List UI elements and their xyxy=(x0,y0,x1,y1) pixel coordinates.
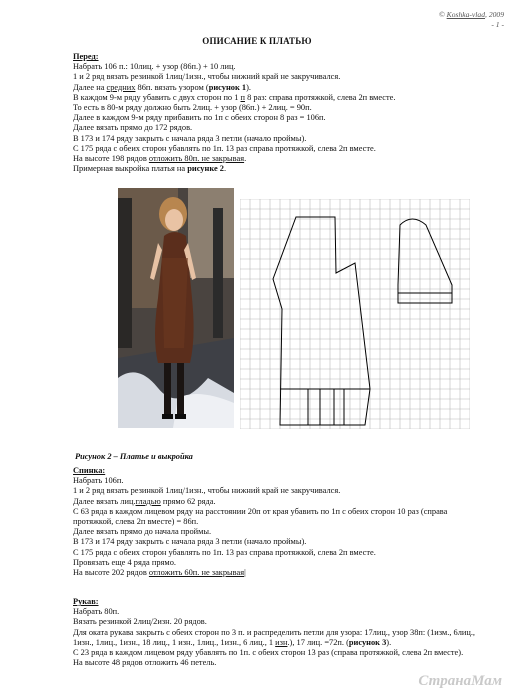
instruction-line xyxy=(73,83,503,93)
front-section xyxy=(73,52,503,174)
dress-front-outline xyxy=(273,217,370,425)
line-text: 86п. вязать узором ( xyxy=(135,82,209,92)
pattern-grid xyxy=(240,199,470,429)
line-text: С 23 ряда в каждом лицевом ряду убавлять по 1п. с обеих сторон 13 раз (справа протяжкой, слева 2п вместе). xyxy=(73,648,464,658)
line-text: 1 и 2 ряд вязать резинкой 1лиц/1изн., чтобы нижний край не закручивался. xyxy=(73,72,341,82)
line-text: Примерная выкройка платья на xyxy=(73,164,188,174)
line-text: .), 17 лиц. =72п. ( xyxy=(287,637,349,647)
section-heading: Перед: xyxy=(73,52,99,61)
line-text: В 173 и 174 ряду закрыть с начала ряда 3 петли (начало проймы). xyxy=(73,537,307,547)
instruction-line xyxy=(73,134,503,144)
sleeve-section xyxy=(73,597,503,668)
instruction-line xyxy=(73,658,503,668)
instruction-line xyxy=(73,537,503,547)
copyright-year: , 2009 xyxy=(485,10,504,19)
underlined-text: изн xyxy=(275,637,288,647)
line-text: В каждом 9-м ряду убавить с двух сторон по 1 xyxy=(73,92,241,102)
line-text: Набрать 80п. xyxy=(73,607,120,617)
copyright-prefix: © xyxy=(438,10,447,19)
line-text: Далее вязать лиц. xyxy=(73,496,136,506)
copyright-header xyxy=(439,10,504,30)
figure-caption: Рисунок 2 – Платье и выкройка xyxy=(75,452,193,461)
section-heading: Рукав: xyxy=(73,597,99,606)
line-text: Набрать 106 п.: 10лиц. + узор (86п.) + 10 лиц. xyxy=(73,62,236,72)
instruction-line xyxy=(73,607,503,617)
line-text: Провязать еще 4 ряда прямо. xyxy=(73,557,176,567)
line-text: На высоте 198 рядов xyxy=(73,154,149,164)
instruction-line xyxy=(73,123,503,133)
instruction-line xyxy=(73,558,503,568)
sleeve-outline xyxy=(398,219,452,303)
instruction-line xyxy=(73,62,503,72)
line-text: 1 и 2 ряд вязать резинкой 1лиц/1изн., чтобы нижний край не закручивался. xyxy=(73,486,341,496)
bold-reference: рисунок 1 xyxy=(208,82,247,92)
line-text: прямо 62 ряда. xyxy=(160,496,216,506)
bold-reference: рисунке 2 xyxy=(187,164,224,174)
line-text: . xyxy=(244,154,247,164)
underlined-text: отложить 60п. не закрывая xyxy=(148,568,245,578)
instruction-line xyxy=(73,628,503,638)
line-text: То есть в 80-м ряду должно быть 2лиц. + узор (86п.) + 2лиц. = 90п. xyxy=(73,103,312,113)
instruction-line xyxy=(73,517,503,527)
line-text: . xyxy=(223,164,227,174)
line-text: Далее вязать прямо до 172 рядов. xyxy=(73,123,193,133)
underlined-text: отложить 80п. не закрывая xyxy=(148,154,245,164)
copyright-site: Koshka-vlad xyxy=(446,10,486,19)
instruction-line xyxy=(73,154,503,164)
line-text: 1изн., 1лиц., 1изн., 18 лиц., 1 изн., 1лиц., 1изн., 6 лиц., 1 xyxy=(73,637,276,647)
line-text: | xyxy=(244,568,246,578)
line-text: С 175 ряда с обеих сторон убавлять по 1п. 13 раз справа протяжкой, слева 2п вместе. xyxy=(73,547,376,557)
line-text: В 173 и 174 ряду закрыть с начала ряда 3 петли (начало проймы). xyxy=(73,133,307,143)
line-text: Вязать резинкой 2лиц/2изн. 20 рядов. xyxy=(73,617,207,627)
line-text: протяжкой, слева 2п вместе) = 86п. xyxy=(73,517,199,527)
instruction-line xyxy=(73,648,503,658)
instruction-line xyxy=(73,568,503,578)
instruction-line xyxy=(73,476,503,486)
instruction-line xyxy=(73,617,503,627)
line-text: С 175 ряда с обеих сторон убавлять по 1п. 13 раз справа протяжкой, слева 2п вместе. xyxy=(73,143,376,153)
section-heading: Спинка: xyxy=(73,466,106,475)
dress-pattern xyxy=(240,199,470,429)
instruction-line xyxy=(73,164,503,174)
instruction-line xyxy=(73,113,503,123)
watermark-logo: СтранаМам xyxy=(418,673,502,689)
page-number: - 1 - xyxy=(491,20,504,29)
instruction-line xyxy=(73,144,503,154)
instruction-line xyxy=(73,527,503,537)
line-text: На высоте 48 рядов отложить 46 петель. xyxy=(73,658,217,668)
line-text: Для оката рукава закрыть с обеих сторон по 3 п. и распределить петли для узора: 17лиц., узор 38п: (1изм., 6лиц., xyxy=(73,627,476,637)
dress-photo xyxy=(118,188,234,428)
instruction-line xyxy=(73,638,503,648)
underlined-text: гладью xyxy=(135,496,161,506)
bold-reference: рисунок 3 xyxy=(348,637,387,647)
line-text: На высоте 202 рядов xyxy=(73,568,149,578)
line-text: ). xyxy=(246,82,251,92)
back-section xyxy=(73,466,503,578)
line-text: ). xyxy=(386,637,392,647)
instruction-line xyxy=(73,103,503,113)
instruction-line xyxy=(73,72,503,82)
line-text: С 63 ряда в каждом лицевом ряду на расстоянии 20п от края убавить по 1п с обеих сторон 10 раз (справа xyxy=(73,506,448,516)
line-text: Далее на xyxy=(73,82,107,92)
instruction-line xyxy=(73,93,503,103)
page-title: ОПИСАНИЕ К ПЛАТЬЮ xyxy=(202,36,312,46)
line-text: Далее вязать прямо до начала проймы. xyxy=(73,527,212,537)
line-text: 8 раз: справа протяжкой, слева 2п вместе. xyxy=(244,92,396,102)
underlined-text: средних xyxy=(106,82,136,92)
line-text: Далее в каждом 9-м ряду прибавить по 1п с обеих сторон 8 раз = 106п. xyxy=(73,113,326,123)
instruction-line xyxy=(73,507,503,517)
line-text: Набрать 106п. xyxy=(73,476,124,486)
instruction-line xyxy=(73,497,503,507)
instruction-line xyxy=(73,548,503,558)
instruction-line xyxy=(73,486,503,496)
underlined-text: п xyxy=(240,92,245,102)
